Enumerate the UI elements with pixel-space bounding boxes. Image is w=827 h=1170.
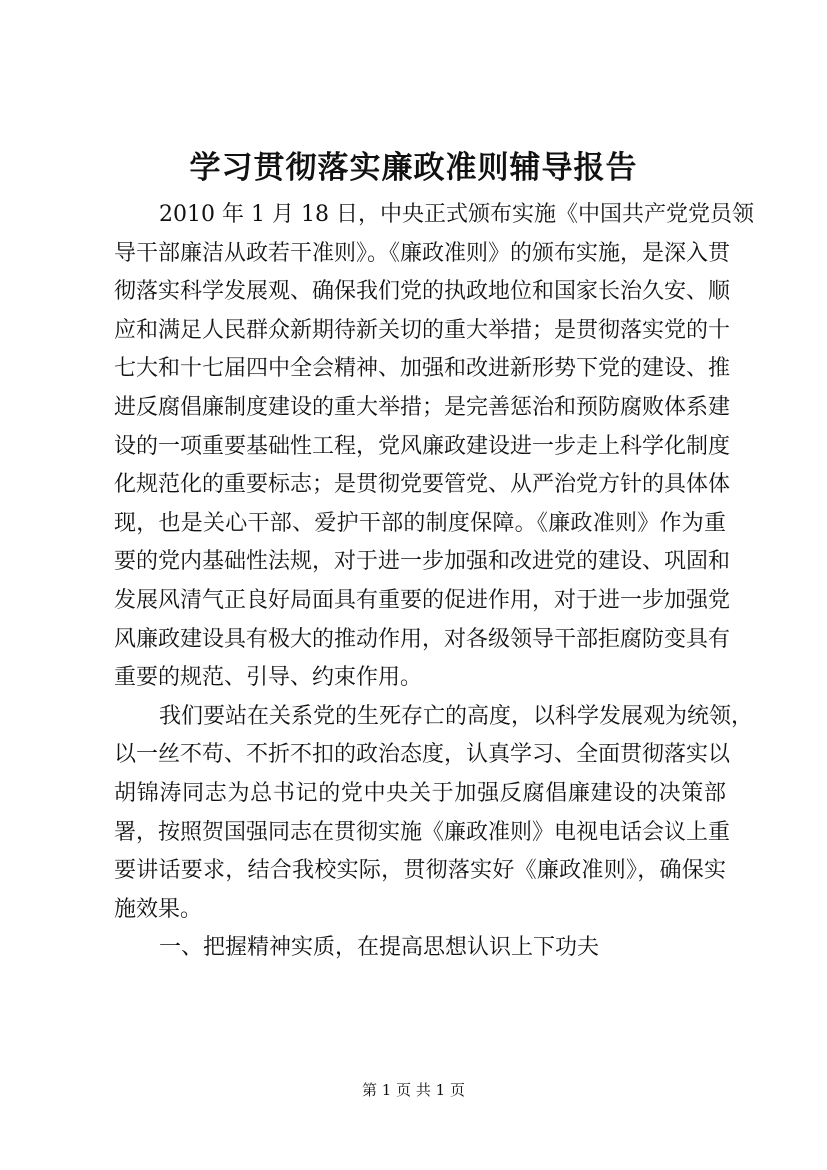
text-line: 应和满足人民群众新期待新关切的重大举措；是贯彻落实党的十 (114, 317, 731, 343)
text-line: 现，也是关心干部、爱护干部的制度保障。《廉政准则》作为重 (114, 510, 726, 536)
text-line: 导干部廉洁从政若干准则》。《廉政准则》的颁布实施，是深入贯 (114, 240, 731, 266)
text-line: 发展风清气正良好局面具有重要的促进作用，对于进一步加强党 (114, 587, 731, 613)
text-line: 化规范化的重要标志；是贯彻党要管党、从严治党方针的具体体 (114, 472, 731, 498)
paragraph (114, 196, 754, 698)
text-line: 要讲话要求，结合我校实际，贯彻落实好《廉政准则》，确保实 (114, 858, 726, 884)
text-line: 施效果。 (114, 896, 203, 922)
text-line: 设的一项重要基础性工程，党风廉政建设进一步走上科学化制度 (114, 433, 731, 459)
page-footer: 第 1 页 共 1 页 (362, 1081, 465, 1099)
document-body (114, 196, 754, 968)
paragraph (114, 698, 754, 930)
text-line: 署，按照贺国强同志在贯彻实施《廉政准则》电视电话会议上重 (114, 819, 731, 845)
text-line: 胡锦涛同志为总书记的党中央关于加强反腐倡廉建设的决策部 (114, 780, 726, 806)
text-line: 我们要站在关系党的生死存亡的高度，以科学发展观为统领， (159, 703, 754, 729)
section-heading (114, 929, 726, 968)
text-line: 以一丝不苟、不折不扣的政治态度，认真学习、全面贯彻落实以 (114, 742, 731, 768)
text-line: 重要的规范、引导、约束作用。 (114, 665, 423, 691)
text-line: 2010 年 1 月 18 日，中央正式颁布实施《中国共产党党员领 (159, 202, 754, 227)
text-line: 要的党内基础性法规，对于进一步加强和改进党的建设、巩固和 (114, 549, 731, 575)
text-line: 风廉政建设具有极大的推动作用，对各级领导干部拒腐防变具有 (114, 626, 731, 652)
document-title: 学习贯彻落实廉政准则辅导报告 (189, 150, 638, 186)
text-line: 彻落实科学发展观、确保我们党的执政地位和国家长治久安、顺 (114, 279, 731, 305)
section-heading-text: 一、把握精神实质，在提高思想认识上下功夫 (159, 935, 600, 961)
text-line: 七大和十七届四中全会精神、加强和改进新形势下党的建设、推 (114, 356, 731, 382)
text-line: 进反腐倡廉制度建设的重大举措；是完善惩治和预防腐败体系建 (114, 394, 731, 420)
